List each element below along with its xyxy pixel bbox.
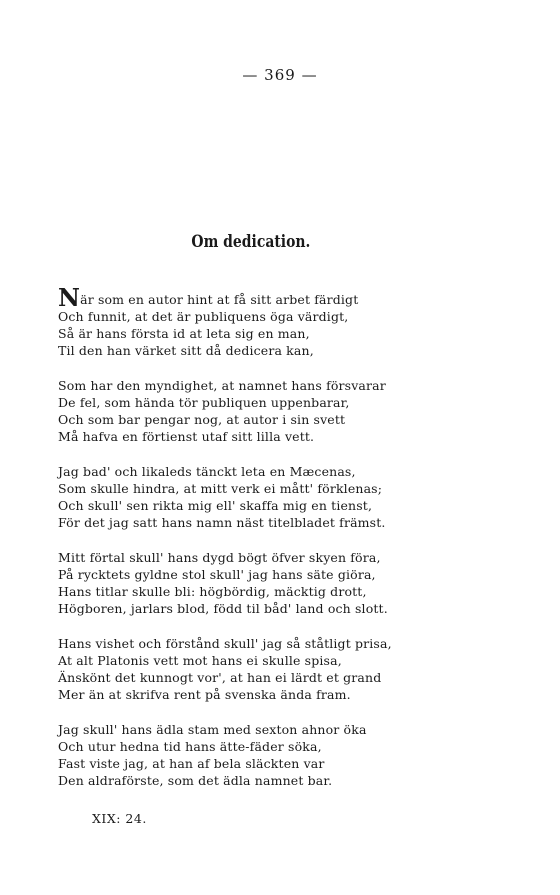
poem-line: Til den han värket sitt då dedicera kan,: [58, 343, 314, 358]
poem-line: Så är hans första id at leta sig en man,: [58, 326, 310, 341]
stanza-5: [58, 635, 458, 703]
poem-line: Och utur hedna tid hans ätte-fäder söka,: [58, 739, 322, 754]
poem-line: För det jag satt hans namn näst titelbladet främst.: [58, 515, 386, 530]
page-number: — 369 —: [242, 66, 318, 84]
poem-line: Hans titlar skulle bli: högbördig, mäcktig drott,: [58, 584, 367, 599]
poem-line: Den aldraförste, som det ädla namnet bar.: [58, 773, 333, 788]
first-line-text: är som en autor hint at få sitt arbet färdigt: [80, 292, 359, 307]
poem-line: Och skull' sen rikta mig ell' skaffa mig en tienst,: [58, 498, 373, 513]
poem-line: Och funnit, at det är publiquens öga värdigt,: [58, 309, 349, 324]
poem-line: Mitt förtal skull' hans dygd bögt öfver skyen föra,: [58, 550, 381, 565]
poem-line: Må hafva en förtienst utaf sitt lilla vett.: [58, 429, 315, 444]
poem-line: Högboren, jarlars blod, född til båd' land och slott.: [58, 601, 388, 616]
poem-line: De fel, som hända tör publiquen uppenbarar,: [58, 395, 350, 410]
poem-line: Och som bar pengar nog, at autor i sin svett: [58, 412, 346, 427]
stanza-3: [58, 463, 458, 531]
poem-line: Som har den myndighet, at namnet hans försvarar: [58, 378, 386, 393]
poem-line: [58, 283, 458, 312]
poem-body: [58, 283, 458, 807]
drop-cap-initial: N: [58, 283, 81, 312]
poem-line: At alt Platonis vett mot hans ei skulle spisa,: [58, 653, 342, 668]
signature-mark: XIX: 24.: [92, 811, 147, 826]
poem-line: Jag skull' hans ädla stam med sexton ahnor öka: [58, 722, 367, 737]
poem-title: Om dedication.: [191, 232, 311, 252]
poem-line: Jag bad' och likaleds tänckt leta en Mæcenas,: [58, 464, 356, 479]
poem-line: På rycktets gyldne stol skull' jag hans säte giöra,: [58, 567, 376, 582]
poem-line: Fast viste jag, at han af bela släckten var: [58, 756, 325, 771]
stanza-1: [58, 283, 458, 359]
poem-line: Som skulle hindra, at mitt verk ei mått' förklenas;: [58, 481, 383, 496]
poem-line: Änskönt det kunnogt vor', at han ei lärdt et grand: [58, 670, 382, 685]
stanza-6: [58, 721, 458, 789]
stanza-4: [58, 549, 458, 617]
poem-line: Mer än at skrifva rent på svenska ända fram.: [58, 687, 351, 702]
poem-line: Hans vishet och förstånd skull' jag så ståtligt prisa,: [58, 636, 392, 651]
stanza-2: [58, 377, 458, 445]
